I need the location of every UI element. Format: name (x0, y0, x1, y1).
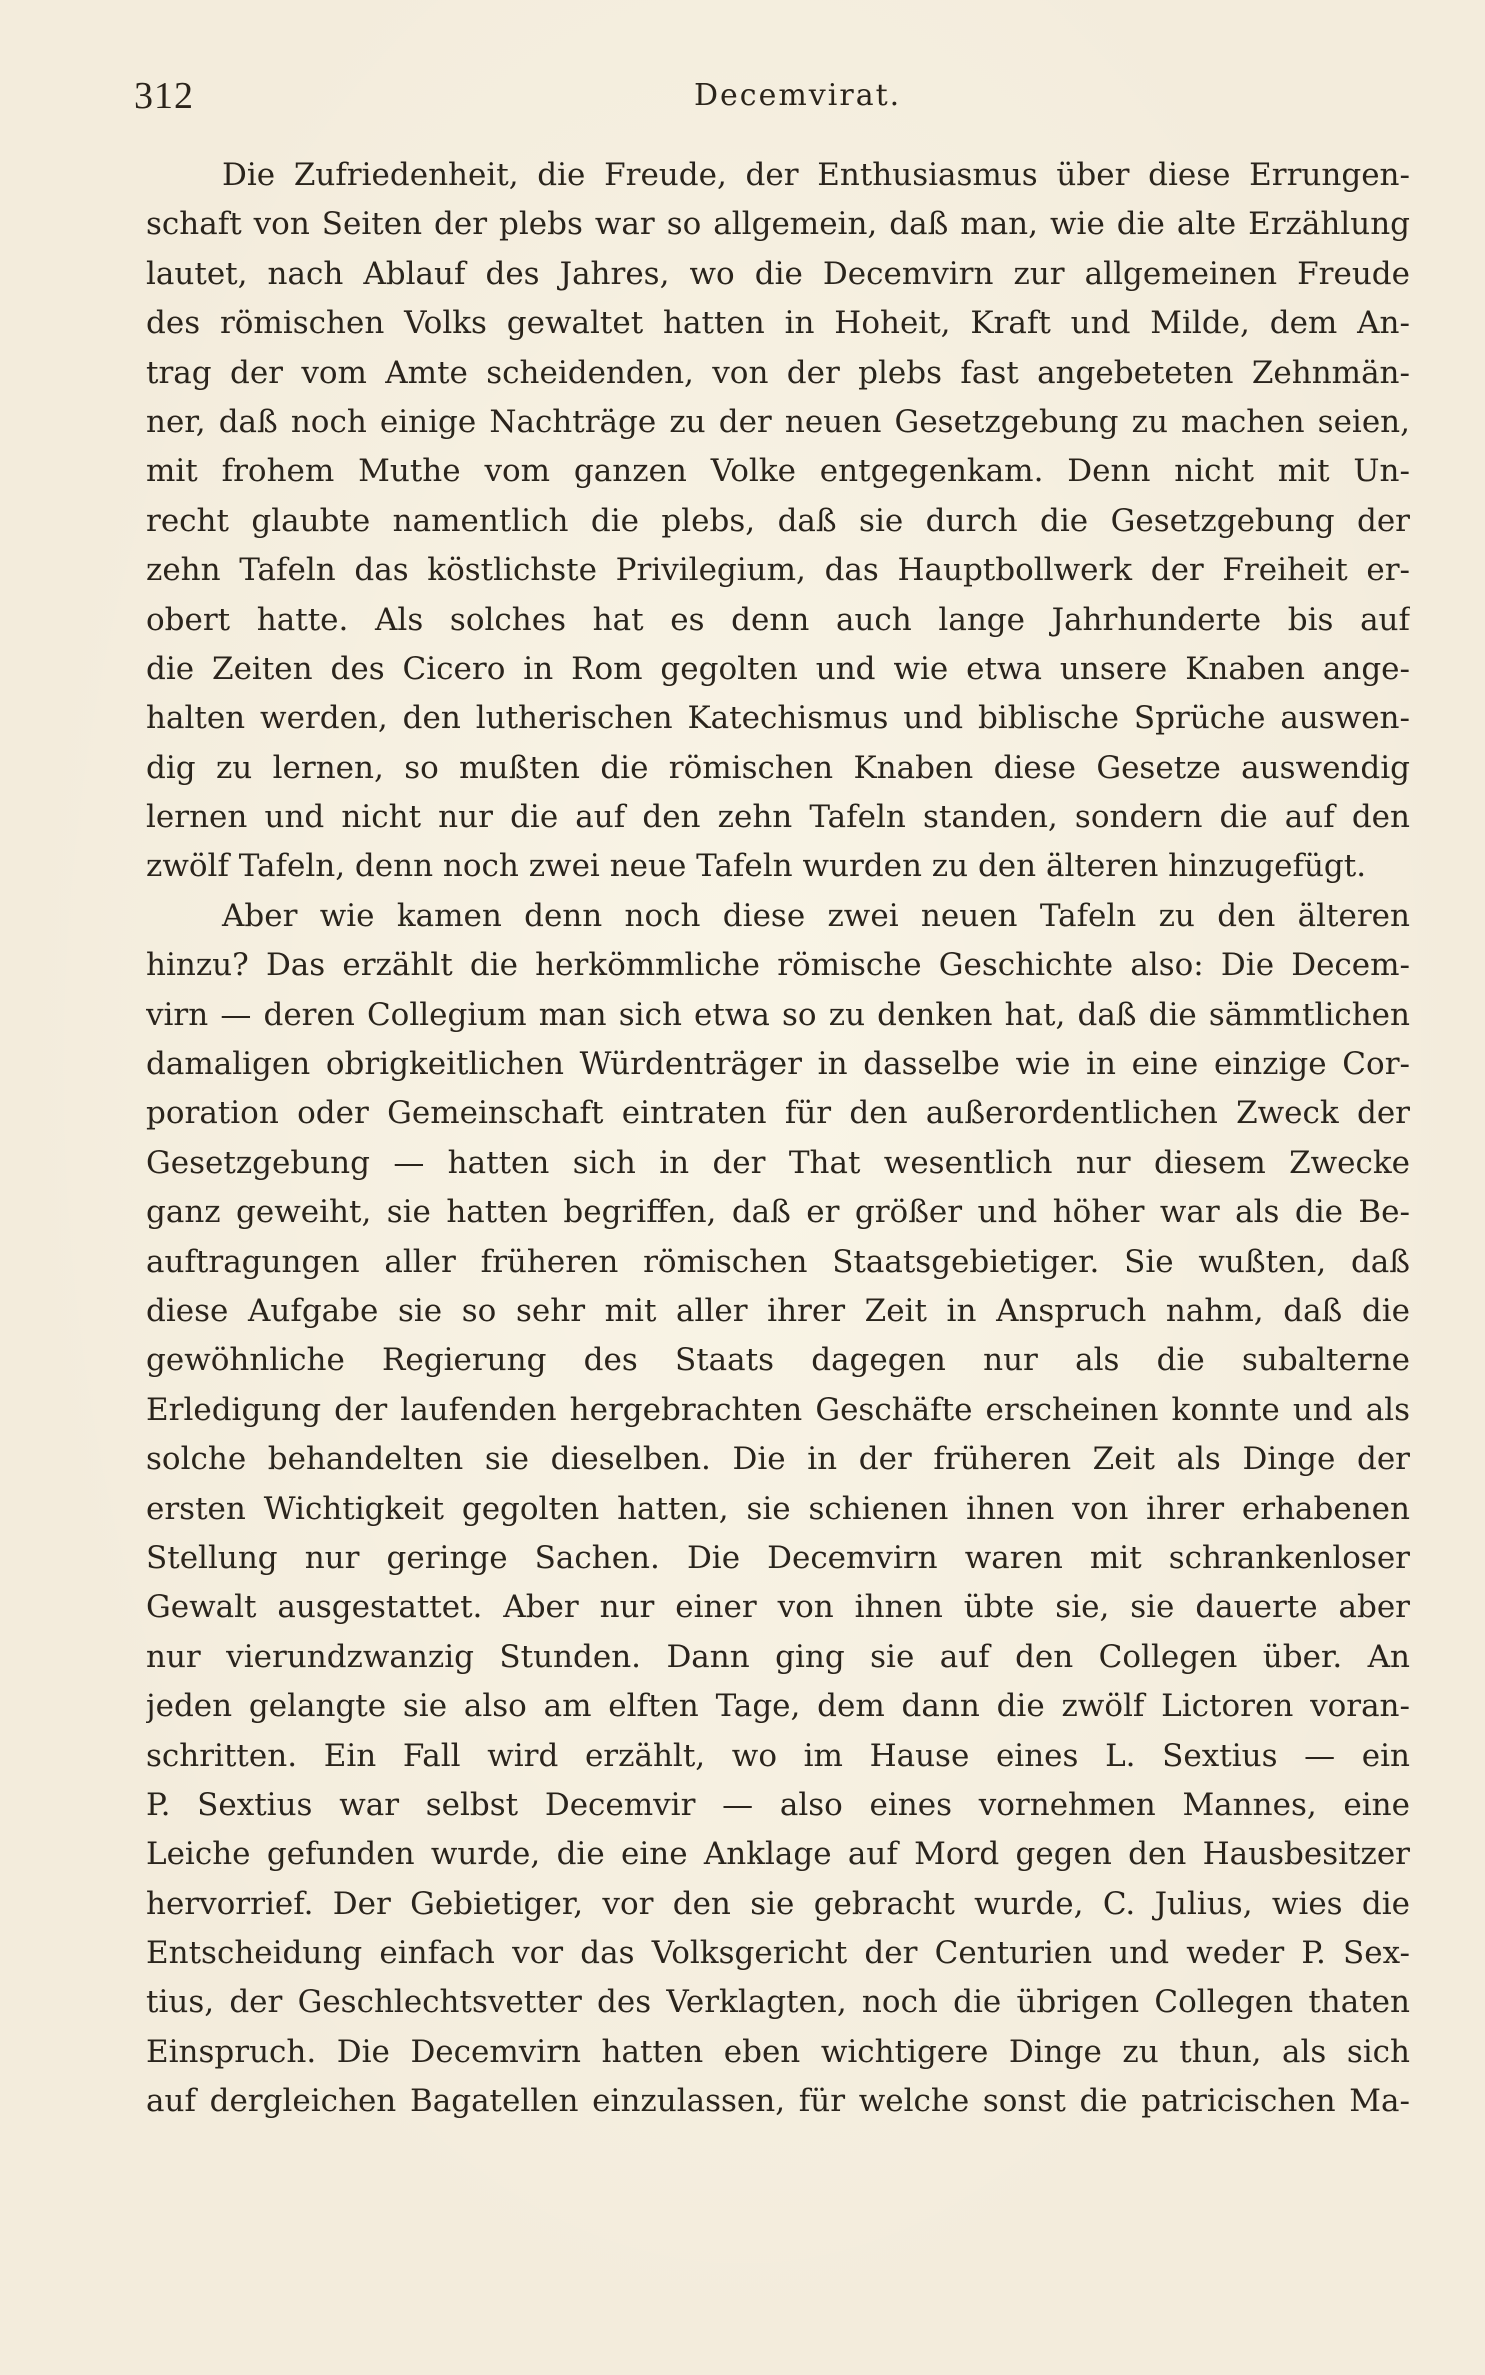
text-line: Stellung nur geringe Sachen. Die Decemvirn waren mit schrankenloser (146, 1539, 1410, 1576)
text-line: ersten Wichtigkeit gegolten hatten, sie schienen ihnen von ihrer erhabenen (146, 1490, 1410, 1527)
text-line: zehn Tafeln das köstlichste Privilegium, das Hauptbollwerk der Freiheit er- (146, 552, 1410, 589)
text-line: hervorrief. Der Gebietiger, vor den sie gebracht wurde, C. Julius, wies die (146, 1885, 1410, 1922)
text-line: des römischen Volks gewaltet hatten in Hoheit, Kraft und Milde, dem An- (146, 305, 1410, 342)
text-line: tius, der Geschlechtsvetter des Verklagten, noch die übrigen Collegen thaten (146, 1984, 1410, 2021)
text-line: jeden gelangte sie also am elften Tage, dem dann die zwölf Lictoren voran- (146, 1688, 1410, 1725)
text-line: nur vierundzwanzig Stunden. Dann ging sie auf den Collegen über. An (146, 1638, 1410, 1675)
text-line: diese Aufgabe sie so sehr mit aller ihrer Zeit in Anspruch nahm, daß die (146, 1292, 1410, 1329)
text-line: auftragungen aller früheren römischen Staatsgebietiger. Sie wußten, daß (146, 1243, 1410, 1280)
text-line: Gesetzgebung — hatten sich in der That wesentlich nur diesem Zwecke (146, 1144, 1410, 1181)
text-line: Entscheidung einfach vor das Volksgericht der Centurien und weder P. Sex- (146, 1935, 1410, 1972)
text-line: damaligen obrigkeitlichen Würdenträger in dasselbe wie in eine einzige Cor- (146, 1046, 1410, 1083)
text-line: dig zu lernen, so mußten die römischen Knaben diese Gesetze auswendig (146, 749, 1410, 786)
text-line: halten werden, den lutherischen Katechismus und biblische Sprüche auswen- (146, 700, 1410, 737)
text-line: Aber wie kamen denn noch diese zwei neuen Tafeln zu den älteren (222, 897, 1410, 934)
page-number: 312 (134, 75, 194, 117)
running-head: Decemvirat. (694, 78, 902, 113)
text-line: Einspruch. Die Decemvirn hatten eben wichtigere Dinge zu thun, als sich (146, 2033, 1410, 2070)
text-line: trag der vom Amte scheidenden, von der plebs fast angebeteten Zehnmän- (146, 354, 1410, 391)
text-line: lautet, nach Ablauf des Jahres, wo die Decemvirn zur allgemeinen Freude (146, 255, 1410, 292)
text-line: virn — deren Collegium man sich etwa so zu denken hat, daß die sämmtlichen (146, 996, 1410, 1033)
text-line: mit frohem Muthe vom ganzen Volke entgegenkam. Denn nicht mit Un- (146, 453, 1410, 490)
text-line: zwölf Tafeln, denn noch zwei neue Tafeln wurden zu den älteren hinzugefügt. (146, 848, 1367, 885)
text-line: Erledigung der laufenden hergebrachten Geschäfte erscheinen konnte und als (146, 1391, 1410, 1428)
text-line: die Zeiten des Cicero in Rom gegolten und wie etwa unsere Knaben ange- (146, 650, 1410, 687)
text-line: Gewalt ausgestattet. Aber nur einer von ihnen übte sie, sie dauerte aber (146, 1589, 1410, 1626)
text-line: obert hatte. Als solches hat es denn auch lange Jahrhunderte bis auf (146, 601, 1410, 638)
text-line: schritten. Ein Fall wird erzählt, wo im Hause eines L. Sextius — ein (146, 1737, 1410, 1774)
text-line: auf dergleichen Bagatellen einzulassen, für welche sonst die patricischen Ma- (146, 2083, 1410, 2120)
text-line: ganz geweiht, sie hatten begriffen, daß er größer und höher war als die Be- (146, 1194, 1410, 1231)
text-line: Die Zufriedenheit, die Freude, der Enthusiasmus über diese Errungen- (222, 157, 1410, 193)
text-line: Leiche gefunden wurde, die eine Anklage auf Mord gegen den Hausbesitzer (146, 1836, 1410, 1873)
text-line: lernen und nicht nur die auf den zehn Tafeln standen, sondern die auf den (146, 799, 1410, 836)
text-line: schaft von Seiten der plebs war so allgemein, daß man, wie die alte Erzählung (146, 206, 1410, 243)
page-header (134, 74, 1416, 124)
text-line: hinzu? Das erzählt die herkömmliche römische Geschichte also: Die Decem- (146, 947, 1410, 984)
text-line: gewöhnliche Regierung des Staats dagegen nur als die subalterne (146, 1342, 1410, 1379)
text-line: recht glaubte namentlich die plebs, daß sie durch die Gesetzgebung der (146, 502, 1410, 539)
text-line: solche behandelten sie dieselben. Die in der früheren Zeit als Dinge der (146, 1441, 1410, 1478)
body-text (146, 151, 1410, 2127)
text-line: ner, daß noch einige Nachträge zu der neuen Gesetzgebung zu machen seien, (146, 403, 1410, 440)
text-line: P. Sextius war selbst Decemvir — also eines vornehmen Mannes, eine (146, 1786, 1410, 1823)
text-line: poration oder Gemeinschaft eintraten für den außerordentlichen Zweck der (146, 1095, 1410, 1132)
